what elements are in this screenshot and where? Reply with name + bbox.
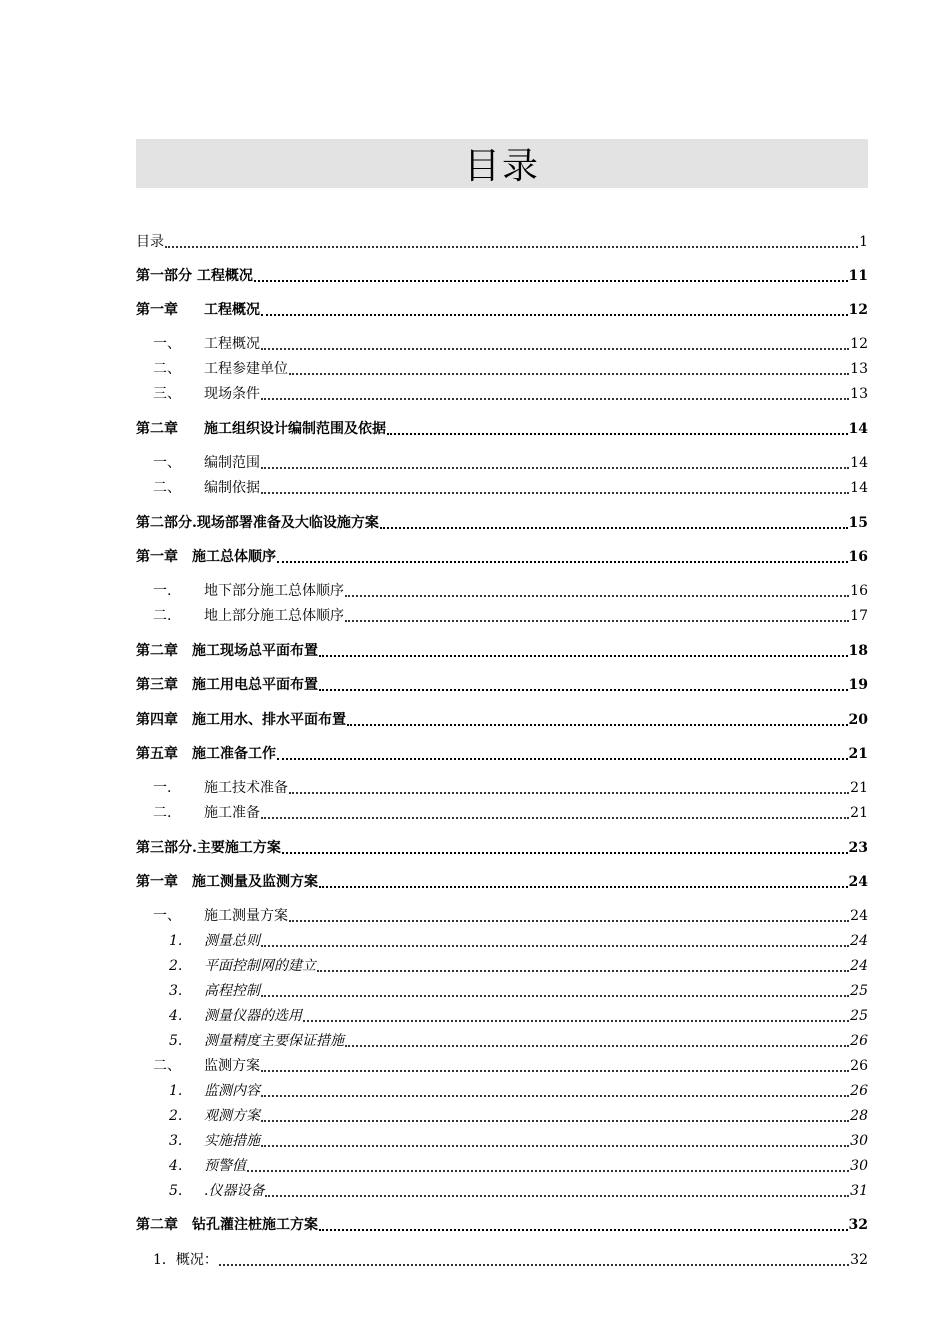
toc-entry[interactable] [136,418,868,438]
toc-entry[interactable] [136,299,868,319]
toc-entry-label [136,642,318,660]
toc-entry-label [136,267,253,285]
toc-entry[interactable] [136,477,868,497]
toc-title-bar [136,139,868,188]
toc-leader-dots [387,433,848,435]
toc-leader-dots [345,1045,849,1047]
toc-entry[interactable] [136,871,868,891]
toc-leader-dots [261,467,849,469]
toc-entry[interactable] [136,383,868,403]
toc-entry-label [136,1082,260,1100]
toc-entry-label [136,1007,302,1025]
toc-entry-text: 监测方案 [204,1058,260,1074]
toc-leader-dots [261,348,849,350]
toc-entry-text: 工程概况 [204,302,260,318]
toc-entry-label [136,1216,318,1234]
toc-leader-dots [380,527,848,529]
toc-entry-label [136,233,164,251]
toc-entry-page: 26 [850,1033,868,1049]
toc-leader-dots [319,1229,848,1231]
toc-entry-page: 21 [850,780,868,796]
toc-entry[interactable] [136,1130,868,1150]
toc-entry[interactable] [136,674,868,694]
toc-entry[interactable] [136,512,868,532]
toc-leader-dots [261,817,849,819]
toc-entry-number: 4. [169,1008,183,1024]
toc-entry-text: 第一部分 工程概况 [136,268,253,284]
toc-entry-label [136,1182,264,1200]
toc-entry-label [136,745,276,763]
toc-entry-label [136,1132,260,1150]
toc-entry-text: 目录 [136,234,164,250]
toc-entry-number: 第一章 [136,874,178,890]
toc-entry-number: 第一章 [136,302,178,318]
toc-entry-text: 工程参建单位 [204,361,288,377]
toc-entry-label [136,1157,246,1175]
toc-entry-page: 30 [850,1133,868,1149]
toc-entry-label [136,479,260,497]
toc-entry-label [136,676,318,694]
toc-entry-text: 高程控制 [204,983,260,999]
toc-entry-page: 17 [850,608,868,624]
toc-entry-number: 第二章 [136,421,178,437]
toc-entry[interactable] [136,709,868,729]
toc-entry-text: 施工准备工作 [192,746,276,762]
toc-leader-dots [254,280,848,282]
toc-entry[interactable] [136,605,868,625]
toc-leader-dots [345,620,849,622]
toc-entry-text: 预警值 [204,1158,246,1174]
toc-entry-label [136,711,346,729]
toc-entry-number: 3. [169,1133,183,1149]
toc-entry-number: 一. [153,780,172,796]
toc-entry-text: 测量总则 [204,933,260,949]
toc-entry[interactable] [136,1249,868,1269]
toc-entry-number: 一. [153,583,172,599]
toc-entry-text: 实施措施 [204,1133,260,1149]
toc-entry-text: 编制范围 [204,455,260,471]
toc-entry-page: 20 [848,712,868,728]
toc-entry-text: 监测内容 [204,1083,260,1099]
toc-leader-dots [261,1145,849,1147]
toc-leader-dots [261,1070,849,1072]
toc-leader-dots [289,792,849,794]
toc-entry-number: 5. [169,1033,183,1049]
toc-leader-dots [265,1195,849,1197]
toc-entry[interactable] [136,640,868,660]
toc-entry[interactable] [136,1055,868,1075]
toc-entry[interactable] [136,231,868,251]
toc-entry-page: 12 [848,302,868,318]
toc-entry-number: 第四章 [136,712,178,728]
toc-entry-page: 18 [848,643,868,659]
toc-leader-dots [261,492,849,494]
toc-entry-number: 第二章 [136,643,178,659]
toc-entry-page: 14 [850,455,868,471]
toc-entry-page: 25 [850,1008,868,1024]
toc-entry-label [153,1251,218,1269]
toc-entry[interactable] [136,1030,868,1050]
toc-entry-page: 21 [848,746,868,762]
toc-entry-number: 第一章 [136,549,178,565]
toc-entry-label [136,982,260,1000]
toc-entry-text: 施工现场总平面布置 [192,643,318,659]
toc-entry-page: 32 [850,1252,868,1268]
toc-leader-dots [261,995,849,997]
toc-leader-dots [219,1264,849,1266]
toc-entry-page: 11 [848,268,868,284]
toc-entry-number: 二、 [153,361,181,377]
toc-entry-page: 14 [850,480,868,496]
toc-entry-label [136,385,260,403]
toc-entry-label [136,957,316,975]
toc-entry-text: 钻孔灌注桩施工方案 [192,1217,318,1233]
toc-entry-label [136,804,260,822]
toc-leader-dots [289,920,849,922]
toc-leader-dots [347,724,848,726]
toc-entry-page: 16 [848,549,868,565]
toc-entry[interactable] [136,743,868,763]
toc-leader-dots [277,758,848,760]
toc-entry-number: 第二章 [136,1217,178,1233]
toc-entry-number: 1. [169,1083,183,1099]
toc-leader-dots [165,246,858,248]
toc-entry-text: 测量精度主要保证措施 [204,1033,344,1049]
toc-entry-number: 二、 [153,1058,181,1074]
toc-entry-page: 24 [850,958,868,974]
toc-title: 目录 [463,146,540,187]
toc-entry-page: 24 [848,874,868,890]
toc-entry-label [136,907,288,925]
toc-entry-page: 31 [850,1183,868,1199]
toc-entry-label [136,335,260,353]
toc-entry-text: .仪器设备 [204,1183,265,1199]
toc-entry-text: 1．概况： [153,1252,218,1268]
toc-entry-number: 4. [169,1158,183,1174]
toc-leader-dots [317,970,849,972]
toc-entry-page: 28 [850,1108,868,1124]
toc-entry-page: 32 [848,1217,868,1233]
toc-entry-number: 二. [153,805,172,821]
toc-entry-number: 三、 [153,386,181,402]
toc-entry-text: 现场条件 [204,386,260,402]
toc-entry-page: 15 [848,515,868,531]
toc-entry[interactable] [136,333,868,353]
toc-entry-label [136,454,260,472]
toc-entry-text: 施工测量及监测方案 [192,874,318,890]
toc-entry[interactable] [136,546,868,566]
toc-leader-dots [319,886,848,888]
toc-entry[interactable] [136,980,868,1000]
toc-leader-dots [289,373,849,375]
toc-entry[interactable] [136,358,868,378]
toc-entry-number: 第三章 [136,677,178,693]
toc-leader-dots [277,561,848,563]
toc-entry-label [136,548,276,566]
toc-entry-label [136,420,386,438]
toc-entry-number: 二. [153,608,172,624]
toc-entry-label [136,582,344,600]
toc-entry-text: 施工准备 [204,805,260,821]
toc-entry-text: 施工总体顺序 [192,549,276,565]
toc-entry[interactable] [136,905,868,925]
toc-entry-page: 13 [850,386,868,402]
toc-entry-page: 24 [850,933,868,949]
toc-entry[interactable] [136,1214,868,1234]
toc-entry-text: 第二部分.现场部署准备及大临设施方案 [136,515,379,531]
toc-leader-dots [261,314,848,316]
toc-entry[interactable] [136,1005,868,1025]
toc-entry-text: 测量仪器的选用 [204,1008,302,1024]
toc-entry-page: 14 [848,421,868,437]
toc-entry-page: 26 [850,1058,868,1074]
toc-entry-page: 21 [850,805,868,821]
toc-entry-page: 26 [850,1083,868,1099]
toc-entry-page: 24 [850,908,868,924]
toc-entry-label [136,514,379,532]
toc-entry[interactable] [136,1080,868,1100]
toc-entry-page: 16 [850,583,868,599]
toc-leader-dots [261,945,849,947]
toc-leader-dots [261,398,849,400]
toc-leader-dots [282,852,848,854]
toc-entry-page: 23 [848,840,868,856]
toc-entry-label [136,873,318,891]
toc-entry[interactable] [136,955,868,975]
toc-leader-dots [319,655,848,657]
toc-entry-label [136,607,344,625]
toc-entry-page: 12 [850,336,868,352]
toc-leader-dots [261,1095,849,1097]
toc-entry-page: 19 [848,677,868,693]
toc-entry-number: 一、 [153,455,181,471]
toc-leader-dots [247,1170,849,1172]
toc-entry-text: 观测方案 [204,1108,260,1124]
toc-entry-number: 第五章 [136,746,178,762]
toc-entry-number: 2. [169,1108,183,1124]
toc-entry-page: 1 [859,234,868,250]
toc-entry-text: 施工测量方案 [204,908,288,924]
toc-entry-text: 施工用水、排水平面布置 [192,712,346,728]
toc-leader-dots [319,689,848,691]
toc-entry-label [136,1107,260,1125]
toc-entry-text: 第三部分.主要施工方案 [136,840,281,856]
toc-entry[interactable] [136,930,868,950]
toc-entry[interactable] [136,452,868,472]
toc-entry[interactable] [136,580,868,600]
toc-entry-number: 2. [169,958,183,974]
toc-entry[interactable] [136,1155,868,1175]
toc-entry-label [136,839,281,857]
toc-entry-text: 地上部分施工总体顺序 [204,608,344,624]
toc-entry-number: 3. [169,983,183,999]
toc-leader-dots [261,1120,849,1122]
toc-entry-label [136,360,288,378]
toc-entry[interactable] [136,777,868,797]
toc-entry[interactable] [136,1180,868,1200]
toc-entry-label [136,301,260,319]
toc-entry-label [136,932,260,950]
toc-entry-text: 施工用电总平面布置 [192,677,318,693]
toc-entry[interactable] [136,265,868,285]
toc-entry-number: 二、 [153,480,181,496]
toc-entry-number: 1. [169,933,183,949]
toc-entry-label [136,779,288,797]
toc-entry-label [136,1032,344,1050]
toc-entry-page: 25 [850,983,868,999]
toc-entry-number: 5. [169,1183,183,1199]
toc-entry-text: 编制依据 [204,480,260,496]
toc-entry-number: 一、 [153,908,181,924]
toc-entry-text: 施工组织设计编制范围及依据 [204,421,386,437]
toc-entry[interactable] [136,837,868,857]
toc-entry-label [136,1057,260,1075]
toc-leader-dots [303,1020,849,1022]
toc-leader-dots [345,595,849,597]
toc-entry-page: 30 [850,1158,868,1174]
toc-entry[interactable] [136,802,868,822]
toc-entry-text: 平面控制网的建立 [204,958,316,974]
toc-entry-text: 地下部分施工总体顺序 [204,583,344,599]
toc-page [136,139,868,1268]
toc-entry-page: 13 [850,361,868,377]
toc-entry[interactable] [136,1105,868,1125]
toc-entry-text: 工程概况 [204,336,260,352]
toc-entry-text: 施工技术准备 [204,780,288,796]
toc-entry-number: 一、 [153,336,181,352]
